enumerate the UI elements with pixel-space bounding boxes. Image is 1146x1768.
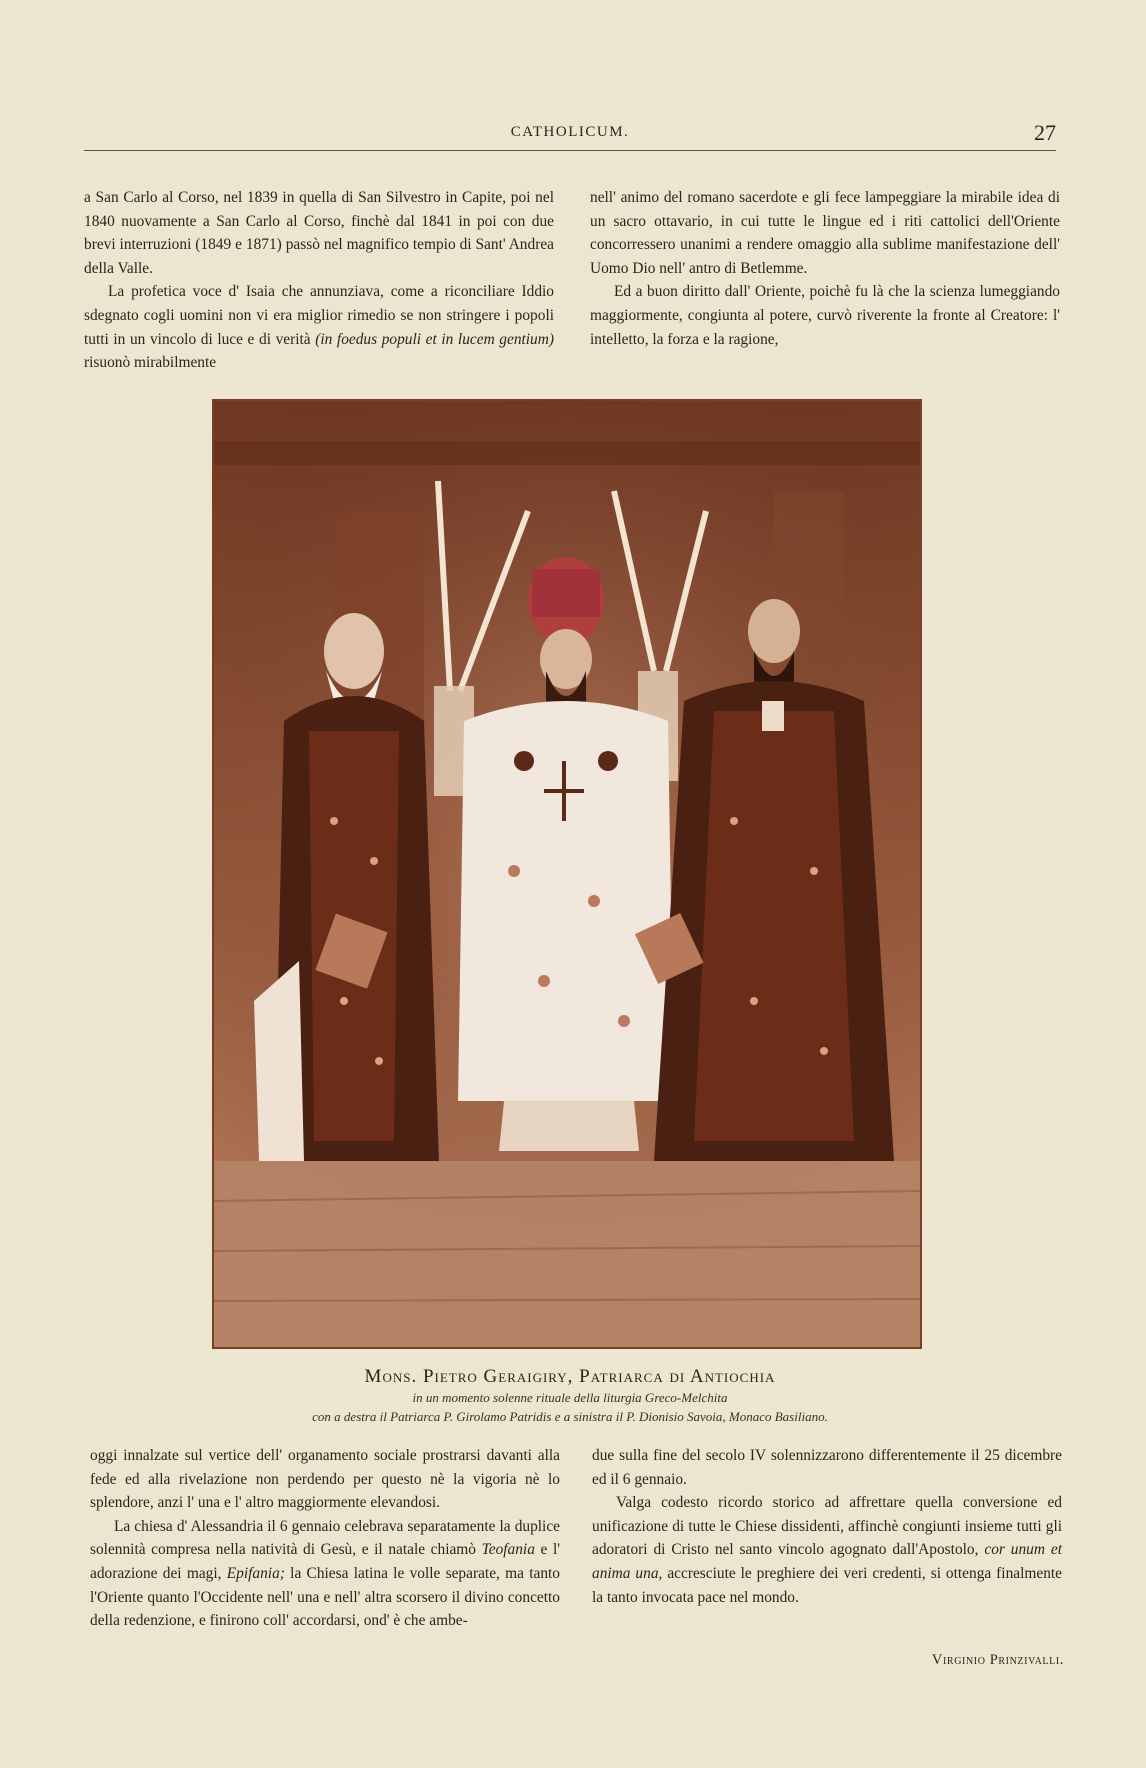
paragraph: oggi innalzate sul vertice dell' organamento sociale prostrarsi davanti alla fede ed alla rivelazione non perdendo per questo nè la vigoria nè lo splendore, anzi l' una e l' altro maggiormente elevandosi.: [90, 1447, 560, 1512]
column-bottom-left: [90, 1444, 560, 1633]
column-bottom-right: [592, 1444, 1062, 1609]
running-title: CATHOLICUM.: [510, 124, 630, 140]
italic-term: Teofania: [481, 1541, 535, 1559]
text-run: e l' adorazione dei magi,: [90, 1541, 561, 1582]
paragraph: a San Carlo al Corso, nel 1839 in quella di San Silvestro in Capite, poi nel 1840 nuovamente a San Carlo al Corso, finchè dal 1841 in poi con due brevi interruzioni (1849 e 1871) passò nel magnifico tempio di Sant' Andrea della Valle.: [84, 189, 554, 277]
text-run: La profetica voce d' Isaia che annunziava, come a riconciliare Iddio sdegnato cogli uomini non vi era miglior rimedio se non stringere i popoli tutti in un vincolo di luce e di verità: [84, 283, 554, 348]
page-number: 27: [1034, 120, 1056, 145]
text-run: La chiesa d' Alessandria il 6 gennaio celebrava separatamente la duplice solennità compresa nella natività di Gesù, e il natale chiamò: [90, 1517, 560, 1559]
paragraph: Ed a buon diritto dall' Oriente, poichè fu là che la scienza lumeggiando maggiormente, congiunta al potere, curvò riverente la fronte al Creatore: l' intelletto, la forza e la ragione,: [590, 283, 1060, 348]
photo-caption: [120, 1366, 1020, 1426]
text-run: accresciute le preghiere dei veri credenti, si ottenga finalmente la tanto invocata pace nel mondo.: [592, 1564, 1062, 1606]
paragraph: due sulla fine del secolo IV solennizzarono differentemente il 25 dicembre ed il 6 gennaio.: [592, 1447, 1062, 1488]
latin-quote: cor unum et anima una,: [592, 1541, 1063, 1582]
text-run: risuonò mirabilmente: [84, 354, 217, 372]
photograph-figure: [212, 399, 922, 1349]
author-signature: Virginio Prinzivalli.: [931, 1652, 1064, 1668]
column-top-right: [590, 186, 1060, 351]
paragraph: [90, 1515, 560, 1633]
running-header: [84, 120, 1056, 151]
photograph-three-clergy: [214, 401, 920, 1347]
caption-subtitle: in un momento solenne rituale della liturgia Greco-Melchita: [412, 1390, 728, 1405]
text-run: la Chiesa latina le volle separate, ma tanto l'Oriente quanto l'Occidente nell' una e nell' altra scorsero il divino concetto della redenzione, e finirono coll' accordarsi, ond' è che ambe-: [90, 1564, 560, 1630]
caption-title: Mons. Pietro Geraigiry, Patriarca di Antiochia: [364, 1366, 776, 1387]
caption-credits: con a destra il Patriarca P. Girolamo Patridis e a sinistra il P. Dionisio Savoia, Monaco Basiliano.: [312, 1409, 828, 1424]
column-top-left: [84, 186, 554, 375]
italic-term: Epifania;: [226, 1564, 285, 1582]
paragraph: nell' animo del romano sacerdote e gli fece lampeggiare la mirabile idea di un sacro ottavario, in cui tutte le lingue ed i riti cattolici dell'Oriente concorressero unanimi a rendere omaggio alla sublime manifestazione dell' Uomo Dio nell' antro di Betlemme.: [590, 189, 1060, 277]
latin-quote: (in foedus populi et in lucem gentium): [315, 330, 554, 348]
paragraph: [84, 280, 554, 374]
paragraph: [592, 1491, 1062, 1609]
text-run: Valga codesto ricordo storico ad affrettare quella conversione ed unificazione di tutte le Chiese dissidenti, affinchè congiunti insieme tutti gli adoratori di Cristo nel santo vincolo agognato dall'Apostolo,: [592, 1494, 1062, 1559]
